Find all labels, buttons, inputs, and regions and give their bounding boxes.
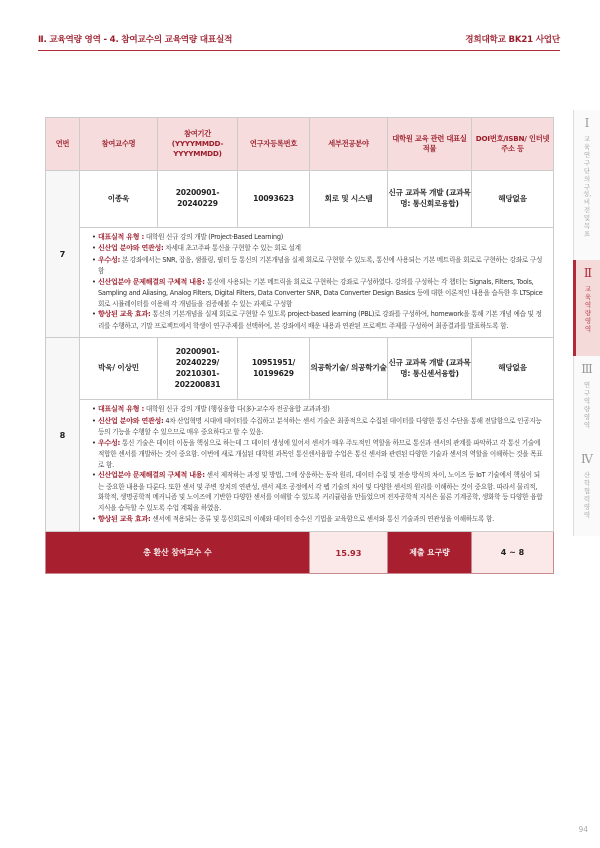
list-item: • 신산업 분야와 연관성: 차세대 초고주파 통신을 구현할 수 있는 회로 설계: [92, 243, 543, 254]
col-header-field: 세부전공분야: [310, 118, 388, 171]
list-item: • 향상된 교육 효과: 센서에 적용되는 종류 및 통신회로의 이해와 데이터 송수신 기법을 교육함으로 센서와 통신 기술과의 연관성을 이해하도록 함.: [92, 514, 543, 525]
tab-roman-numeral: Ⅲ: [581, 362, 593, 376]
required-amount-value: 4 ~ 8: [472, 532, 554, 574]
row-number: 8: [46, 338, 80, 532]
col-header-no: 연번: [46, 118, 80, 171]
page-header: [38, 33, 560, 49]
tab-label: 연구역량 영역: [583, 381, 591, 429]
row-number: 7: [46, 171, 80, 338]
professor-name: 이종욱: [80, 171, 158, 228]
col-header-period: 참여기간 (YYYYMMDD-YYYYMMDD): [158, 118, 238, 171]
side-tab-3[interactable]: [573, 356, 600, 446]
description-cell: [80, 400, 554, 532]
total-professors-value: 15.93: [310, 532, 388, 574]
description-list: [92, 404, 543, 525]
tab-roman-numeral: Ⅰ: [584, 116, 590, 130]
professor-name: 박욱/ 이상민: [80, 338, 158, 400]
description-cell: [80, 228, 554, 338]
section-title: Ⅱ. 교육역량 영역 - 4. 참여교수의 교육역량 대표실적: [38, 35, 233, 45]
representative-result: 신규 교과목 개발 (교과목명: 통신센서융합): [388, 338, 472, 400]
table-row: [46, 171, 554, 228]
list-item: • 신산업분야 문제해결의 구체적 내용: 통신에 사용되는 기본 메트릭을 회로로 구현하는 강좌로 구성하였다. 강의를 구성하는 각 챕터는 Signals, Filters, Tools, Sampling and Aliasing, Analog Filters, Digital Filters, Data Converter SNR, Data Converter Design Basics 등에 대한 이론적인 내용을 습득한 후 LTSpice 회로 시뮬레이터를 이용해 각 개념들을 검증해볼 수 있는 과제로 구성함: [92, 277, 543, 310]
tab-roman-numeral: Ⅳ: [581, 452, 593, 466]
table-row-description: [46, 400, 554, 532]
tab-roman-numeral: Ⅱ: [583, 266, 593, 280]
registration-number: 10951951/ 10199629: [238, 338, 310, 400]
list-item: • 우수성: 본 강좌에서는 SNR, 잡음, 샘플링, 필터 등 통신의 기본개념을 실제 회로로 구현할 수 있도록, 통신에 사용되는 기본 메트릭을 회로로 구현하는 강좌로 구성함: [92, 255, 543, 277]
performance-table: [45, 117, 554, 574]
list-item: • 신산업 분야와 연관성: 4차 산업혁명 시대에 데이터를 수집하고 분석하는 센서 기술은 최종적으로 수집된 데이터를 다양한 통신 수단을 통해 전달함으로 인공지능 등의 기능을 수행할 수 있으므로 매우 중요하다고 할 수 있음.: [92, 416, 543, 438]
list-item: • 신산업분야 문제해결의 구체적 내용: 센서 제작하는 과정 및 방법, 그에 상응하는 동작 원리, 데이터 수집 및 전송 방식의 차이, 노이즈 등 IoT 기술에서 핵심이 되는 중요한 내용을 다룬다. 또한 센서 및 주변 장치의 연관성, 센서 제조 공정에서 각 펩 기술의 차이 및 다양한 센서의 원리를 이해하는 것이 중요함. 따라서 물리적, 화학적, 생명공학적 메커니즘 및 노이즈에 기반한 다양한 센서를 이해할 수 있도록 커리큘럼을 만들었으며 전자공학적 지식은 물론 기계공학, 생화학 등 다양한 융합 지식을 습득할 수 있도록 수업 계획을 하였음.: [92, 470, 543, 513]
col-header-doi: DOI번호/ISBN/ 인터넷 주소 등: [472, 118, 554, 171]
participation-period: 20200901-20240229/ 20210301-202200831: [158, 338, 238, 400]
list-item: • 대표실적 유형 : 대학원 신규 강의 개발 (Project-Based Learning): [92, 232, 543, 243]
list-item: • 대표실적 유형 : 대학원 신규 강의 개발 (행심융합 다(多)-교수자 전공융합 교과과정): [92, 404, 543, 415]
side-tab-1[interactable]: [573, 110, 600, 260]
list-item: • 우수성: 통신 기술은 데이터 이동을 핵심으로 하는데 그 데이터 생성에 있어서 센서가 매우 주도적인 역할을 하므로 통신과 센서의 관계를 파악하고 각 통신 기술에 적합한 센서를 개발하는 것이 중요함. 이번에 새로 개설된 대학원 과목인 통신센서융합 수업은 통신 센서와 관련된 다양한 기술과 센서의 역할을 이해하는 것을 목표로 함.: [92, 438, 543, 471]
tab-label: 산학협력 영역: [583, 471, 591, 519]
participation-period: 20200901-20240229: [158, 171, 238, 228]
col-header-registration: 연구자등록번호: [238, 118, 310, 171]
doi-value: 해당없음: [472, 171, 554, 228]
doi-value: 해당없음: [472, 338, 554, 400]
table-header-row: [46, 118, 554, 171]
major-field: 의공학기술/ 의공학기술: [310, 338, 388, 400]
summary-row: [46, 532, 554, 574]
description-list: [92, 232, 543, 331]
total-professors-label: 총 환산 참여교수 수: [46, 532, 310, 574]
table-row-description: [46, 228, 554, 338]
side-tab-2-active[interactable]: [573, 260, 600, 356]
organization-name: 경희대학교 BK21 사업단: [465, 35, 560, 45]
table-row: [46, 338, 554, 400]
page-number: 94: [578, 825, 588, 834]
section-side-nav: [573, 110, 600, 536]
representative-result: 신규 교과목 개발 (교과목명: 통신회로융합): [388, 171, 472, 228]
side-tab-4[interactable]: [573, 446, 600, 536]
col-header-result: 대학원 교육 관련 대표실적물: [388, 118, 472, 171]
col-header-professor: 참여교수명: [80, 118, 158, 171]
major-field: 회로 및 시스템: [310, 171, 388, 228]
list-item: • 향상된 교육 효과: 통신의 기본개념을 실제 회로로 구현할 수 있도록 project-based learning (PBL)로 강좌를 구성하여, homework을 통해 기본 개념 예습 및 정리를 수행하고, 기말 프로젝트에서 학생이 연구주제를 선택하여, 본 강좌에서 배운 내용과 연관된 프로젝트 주제를 구성하여 최종결과를 발표하도록 함.: [92, 309, 543, 331]
header-divider: [38, 50, 560, 51]
registration-number: 10093623: [238, 171, 310, 228]
required-amount-label: 제출 요구량: [388, 532, 472, 574]
tab-label: 교육연구단의 구성, 비전 및 목표: [583, 135, 592, 239]
tab-label: 교육역량 영역: [584, 285, 592, 333]
